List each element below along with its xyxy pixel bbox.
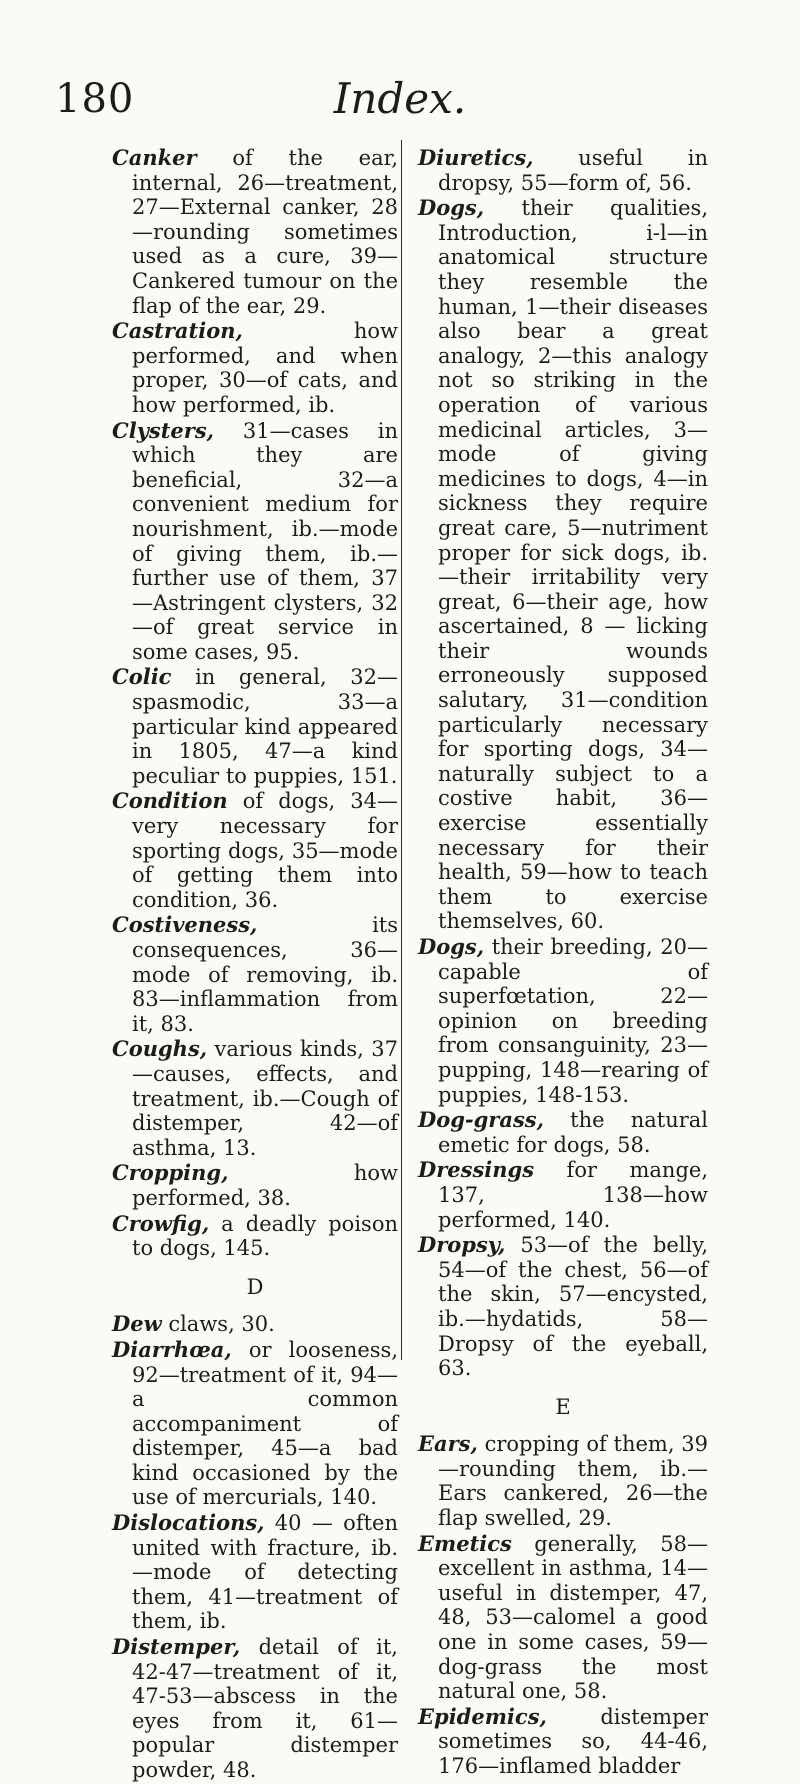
index-entry: Dropsy, 53—of the belly, 54—of the chest, 56—of the skin, 57—encysted, ib.—hydatids, 58—Dropsy of the eyeball, 63.	[418, 1232, 708, 1381]
index-entry: Dew claws, 30.	[112, 1311, 275, 1337]
index-entry: Diarrhœa, or looseness, 92—treatment of it, 94—a common accompaniment of distemper, 45—a bad kind occasioned by the use of mercurials, 140.	[112, 1336, 398, 1510]
index-entry: Emetics generally, 58—excellent in asthma, 14—useful in distemper, 47, 48, 53—calomel a good one in some cases, 59—dog-grass the most natural one, 58.	[418, 1530, 708, 1704]
left-column	[112, 146, 398, 1784]
entry-list-d	[112, 1312, 398, 1782]
index-entry: Cropping, how performed, 38.	[112, 1160, 398, 1210]
index-entry: Dislocations, 40 — often united with fracture, ib.—mode of detecting them, 41—treatment of them, ib.	[112, 1510, 398, 1634]
section-letter-e: E	[555, 1394, 571, 1419]
index-entry: Dogs, their qualities, Introduction, i-l—in anatomical structure they resemble the human, 1—their diseases also bear a great analogy, 2—this analogy not so striking in the operation of various medicinal articles, 3—mode of giving medicines to dogs, 4—in sickness they require great care, 5—nutriment proper for sick dogs, ib.—their irritability very great, 6—their age, how ascertained, 8 — licking their wounds erroneously supposed salutary, 31—condition particularly necessary for sporting dogs, 34—naturally subject to a costive habit, 36—exercise essentially necessary for their health, 59—how to teach them to exercise themselves, 60.	[418, 195, 708, 934]
index-entry: Diuretics, useful in dropsy, 55—form of, 56.	[418, 145, 708, 195]
index-entry: Dressings for mange, 137, 138—how performed, 140.	[418, 1157, 708, 1232]
entry-list-d-cont	[418, 146, 708, 1381]
index-entry: Costiveness, its consequences, 36—mode of removing, ib. 83—inflammation from it, 83.	[112, 912, 398, 1036]
running-head: Index.	[333, 74, 467, 123]
index-entry: Ears, cropping of them, 39—rounding them, ib.—Ears cankered, 26—the flap swelled, 29.	[418, 1431, 708, 1531]
index-entry: Condition of dogs, 34—very necessary for sporting dogs, 35—mode of getting them into condition, 36.	[112, 788, 398, 912]
page-number: 180	[55, 76, 135, 122]
entry-list-e	[418, 1432, 708, 1778]
index-entry: Castration, how performed, and when proper, 30—of cats, and how performed, ib.	[112, 318, 398, 417]
index-entry: Dogs, their breeding, 20—capable of superfœtation, 22—opinion on breeding from consanguinity, 23—pupping, 148—rearing of puppies, 148-153.	[418, 934, 708, 1107]
column-divider	[401, 140, 402, 1360]
entry-list-c	[112, 146, 398, 1261]
page-header	[0, 68, 800, 128]
index-entry: Distemper, detail of it, 42-47—treatment of it, 47-53—abscess in the eyes from it, 61—popular distemper powder, 48.	[112, 1634, 398, 1782]
index-entry: Epidemics, distemper sometimes so, 44-46, 176—inflamed bladder	[418, 1703, 708, 1778]
section-letter-d: D	[246, 1274, 264, 1299]
index-entry: Canker of the ear, internal, 26—treatment, 27—External canker, 28—rounding sometimes used as a cure, 39—Cankered tumour on the flap of the ear, 29.	[112, 145, 398, 318]
index-entry: Colic in general, 32—spasmodic, 33—a particular kind appeared in 1805, 47—a kind peculiar to puppies, 151.	[112, 664, 398, 788]
index-entry: Dog-grass, the natural emetic for dogs, 58.	[418, 1107, 708, 1157]
index-entry: Coughs, various kinds, 37—causes, effects, and treatment, ib.—Cough of distemper, 42—of asthma, 13.	[112, 1036, 398, 1160]
index-entry: Clysters, 31—cases in which they are beneficial, 32—a convenient medium for nourishment, ib.—mode of giving them, ib.—further use of them, 37—Astringent clysters, 32—of great service in some cases, 95.	[112, 417, 398, 664]
index-entry: Crowfig, a deadly poison to dogs, 145.	[112, 1210, 398, 1261]
right-column	[418, 146, 708, 1780]
